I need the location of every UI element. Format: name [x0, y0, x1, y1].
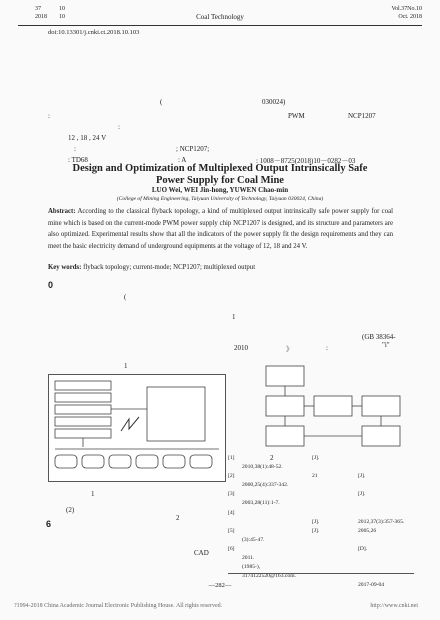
authors: LUO Wei, WEI Jin-hong, YUWEN Chao-min [151, 186, 289, 194]
reference-line [228, 481, 418, 490]
section-0-heading: 0 [48, 280, 54, 290]
reference-line [228, 509, 418, 518]
body-mark-c: (GB 38364- [362, 333, 396, 341]
fig2-block-c [314, 396, 352, 416]
reference-right: [J]. [358, 473, 366, 480]
fig1-device-5 [163, 455, 185, 468]
cn-article-id: : 1008－8725(2018)10－0282－03 [256, 157, 356, 165]
fig1-device-4 [136, 455, 158, 468]
header-rule [18, 25, 422, 26]
reference-line [228, 545, 418, 554]
body-mark-f: 》 [286, 345, 293, 353]
reference-right: 2005,26 [358, 527, 377, 534]
keywords-label: Key words: [48, 264, 82, 271]
abstract [48, 206, 393, 252]
abstract-text: According to the classical flyback topology, a kind of multiplexed output intrinsically safe power supply for coal mine which is based on the current-mode PWM power supply chip NCP1207 is designed, and its structure and parameters are also optimized. Experimental results show that all the indicators of the power supply fit the design requirements and they can meet the basic electricity demand of underground equipments at the voltage of 12, 18 and 24 V. [48, 208, 393, 250]
fig2-block-a [266, 366, 304, 386]
reference-right: [J]. [358, 491, 366, 498]
header-right [391, 5, 422, 21]
cn-affil-open: ( [160, 98, 163, 106]
header-vol-issue: Vol.37No.10 [391, 6, 422, 12]
paper-title-line2: Power Supply for Coal Mine [156, 175, 284, 186]
body-mark-b: 1 [232, 313, 236, 321]
fig1-block-1 [55, 381, 111, 390]
body-number-2: 2 [176, 514, 180, 522]
figure-1-top-number: 1 [124, 362, 128, 370]
section-6-heading: 6 [46, 519, 52, 529]
cn-doc-code: : A [178, 156, 187, 164]
reference-tag: [1] [228, 455, 235, 461]
fig1-block-4 [55, 417, 111, 426]
header-issue: 10 [59, 14, 65, 20]
body-mark-d: "i" [382, 341, 390, 349]
cn-keywords-colon: : [74, 145, 76, 153]
reference-right: 2017-09-04 [358, 582, 385, 589]
fig1-main-block [147, 387, 205, 441]
reference-mid: 21 [312, 473, 318, 480]
paper-title-line1: Design and Optimization of Multiplexed Output Intrinsically Safe [72, 163, 368, 174]
header-vol-num: 10 [59, 6, 65, 12]
reference-line [228, 463, 418, 472]
figure-1-diagram [49, 375, 225, 481]
fig1-device-3 [109, 455, 131, 468]
affiliation: (College of Mining Engineering, Taiyuan University of Technology, Taiyuan 030024, China) [116, 196, 324, 202]
reference-line [228, 536, 418, 545]
reference-line [228, 454, 418, 463]
reference-line [228, 527, 418, 536]
reference-tag: [5] [228, 527, 235, 534]
cn-affil-zip: 030024) [262, 98, 286, 106]
abstract-label: Abstract: [48, 208, 76, 215]
reference-line [228, 499, 418, 508]
body-mark-g: : [326, 344, 328, 352]
cn-abstract-colon: : [48, 112, 50, 120]
keywords-text: flyback topology; current-mode; NCP1207; multiplexed output [83, 264, 256, 271]
reference-tag: [4] [228, 509, 235, 516]
fig1-device-6 [190, 455, 212, 468]
doi: doi:10.13301/j.cnki.ct.2018.10.103 [48, 29, 140, 36]
reference-text: (3):45-47. [242, 536, 265, 543]
fig2-block-b [266, 396, 304, 416]
fig1-devices [55, 455, 212, 468]
fig2-block-f [362, 426, 400, 446]
fig1-block-5 [55, 429, 111, 438]
header-date: Oct. 2018 [398, 14, 422, 20]
reference-tag: [2] [228, 473, 235, 480]
reference-mid: [J]. [312, 455, 320, 461]
reference-line [228, 563, 418, 572]
fig2-block-d [362, 396, 400, 416]
cn-voltages: 12 , 18 , 24 V [68, 134, 107, 142]
header-year: 2018 [35, 14, 47, 20]
reference-right: [D]. [358, 545, 368, 552]
reference-mid: [J]. [312, 518, 320, 525]
reference-text: 2000,25(4):337-342. [242, 482, 289, 489]
reference-text: (1985-), [242, 564, 261, 571]
reference-line [228, 554, 418, 563]
page-number: —282— [208, 582, 232, 589]
cn-clc: : TD68 [68, 156, 88, 164]
keywords [48, 264, 255, 271]
reference-right: 2012,37(3):357-365. [358, 518, 405, 525]
reference-line [228, 518, 418, 527]
references [228, 454, 418, 590]
cn-keywords-chip: ; NCP1207; [176, 145, 210, 153]
footer-copyright: ?1994-2018 China Academic Journal Electronic Publishing House. All rights reserved. [14, 603, 223, 609]
footer-url: http://www.cnki.net [370, 603, 418, 609]
reference-tag: [6] [228, 545, 235, 552]
fig1-device-2 [82, 455, 104, 468]
figure-1 [48, 374, 226, 482]
body-mark-a: ( [124, 293, 127, 301]
subsection-label: (2) [66, 506, 75, 514]
reference-tag: [3] [228, 491, 235, 498]
journal-name: Coal Technology [196, 13, 244, 21]
reference-text: 3174122520@163.com. [242, 573, 296, 580]
cn-line3-colon: : [118, 123, 120, 131]
reference-line [228, 490, 418, 499]
fig1-zigzag [121, 417, 139, 431]
figure-2-diagram [264, 364, 404, 448]
fig1-device-1 [55, 455, 77, 468]
cn-pwm: PWM [288, 112, 305, 120]
fig1-block-2 [55, 393, 111, 402]
references-rule [228, 573, 414, 574]
reference-text: 2003,28(11):1-7. [242, 500, 280, 507]
fig1-block-3 [55, 405, 111, 414]
reference-line [228, 472, 418, 481]
figure-2 [264, 364, 404, 448]
fig2-block-e [266, 426, 304, 446]
figure-2-caption: 2 [270, 454, 274, 462]
reference-mid: [J]. [312, 527, 320, 534]
body-mark-e: 2010 [234, 344, 248, 352]
reference-text: 2011. [242, 555, 255, 562]
cn-ncp1207: NCP1207 [348, 112, 376, 120]
reference-text: 2010,38(1):48-52. [242, 464, 283, 471]
header-vol-label: 37 [35, 6, 41, 12]
figure-1-caption: 1 [91, 490, 95, 498]
body-cad: CAD [194, 549, 209, 557]
